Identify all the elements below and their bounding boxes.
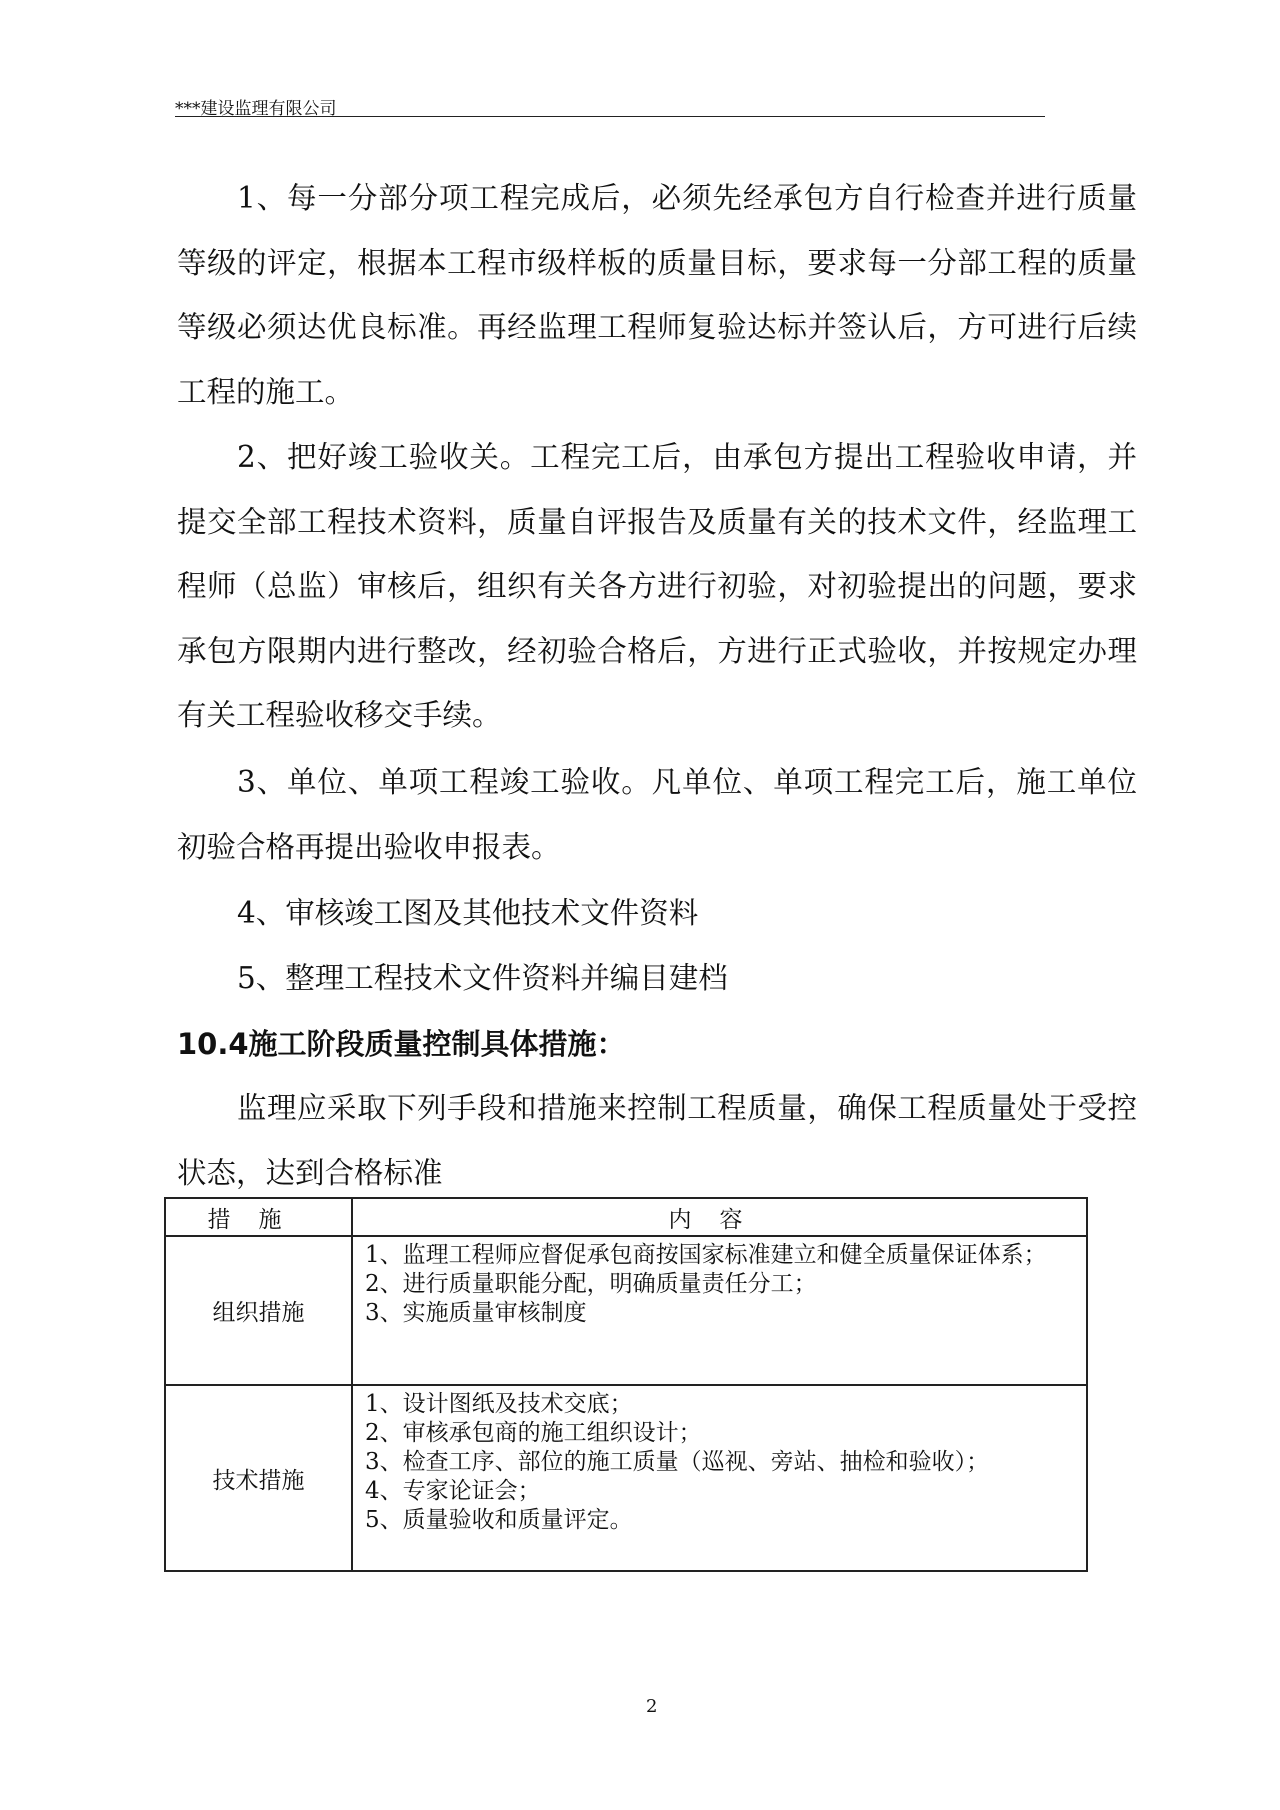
page-header-company: ***建设监理有限公司 [175, 99, 337, 119]
measure-cell: 组织措施 [165, 1236, 352, 1385]
content-item: 4、专家论证会； [365, 1478, 541, 1504]
content-item: 1、设计图纸及技术交底； [365, 1391, 633, 1417]
header-content: 内容 [352, 1198, 1087, 1236]
measure-cell: 技术措施 [165, 1385, 352, 1571]
content-item: 3、实施质量审核制度 [365, 1300, 587, 1326]
content-item: 2、审核承包商的施工组织设计； [365, 1420, 702, 1446]
content-cell [352, 1385, 1087, 1571]
content-item: 3、检查工序、部位的施工质量（巡视、旁站、抽检和验收）； [365, 1449, 990, 1475]
paragraph-2: 2、把好竣工验收关。工程完工后，由承包方提出工程验收申请，并提交全部工程技术资料，质量自评报告及质量有关的技术文件，经监理工程师（总监）审核后，组织有关各方进行初验，对初验提出的问题，要求承包方限期内进行整改，经初验合格后，方进行正式验收，并按规定办理有关工程验收移交手续。 [177, 440, 1137, 732]
section-heading: 10.4施工阶段质量控制具体措施： [177, 1027, 626, 1061]
content-item: 5、质量验收和质量评定。 [365, 1507, 633, 1533]
table-header-row [165, 1198, 1087, 1236]
content-item: 1、监理工程师应督促承包商按国家标准建立和健全质量保证体系； [365, 1242, 1047, 1268]
header-measure: 措施 [165, 1198, 352, 1236]
paragraph-1: 1、每一分部分项工程完成后，必须先经承包方自行检查并进行质量等级的评定，根据本工程市级样板的质量目标，要求每一分部工程的质量等级必须达优良标准。再经监理工程师复验达标并签认后，方可进行后续工程的施工。 [177, 181, 1137, 409]
paragraph-4: 4、审核竣工图及其他技术文件资料 [237, 896, 699, 930]
intro-paragraph: 监理应采取下列手段和措施来控制工程质量，确保工程质量处于受控状态，达到合格标准 [177, 1091, 1137, 1190]
table-row [165, 1236, 1087, 1385]
content-item: 2、进行质量职能分配，明确质量责任分工； [365, 1271, 817, 1297]
table-row [165, 1385, 1087, 1571]
content-cell [352, 1236, 1087, 1385]
measures-table [164, 1197, 1088, 1572]
paragraph-5: 5、整理工程技术文件资料并编目建档 [237, 961, 728, 995]
page-number: 2 [646, 1696, 658, 1717]
header-divider [175, 116, 1045, 117]
paragraph-3: 3、单位、单项工程竣工验收。凡单位、单项工程完工后，施工单位初验合格再提出验收申报表。 [177, 765, 1137, 864]
